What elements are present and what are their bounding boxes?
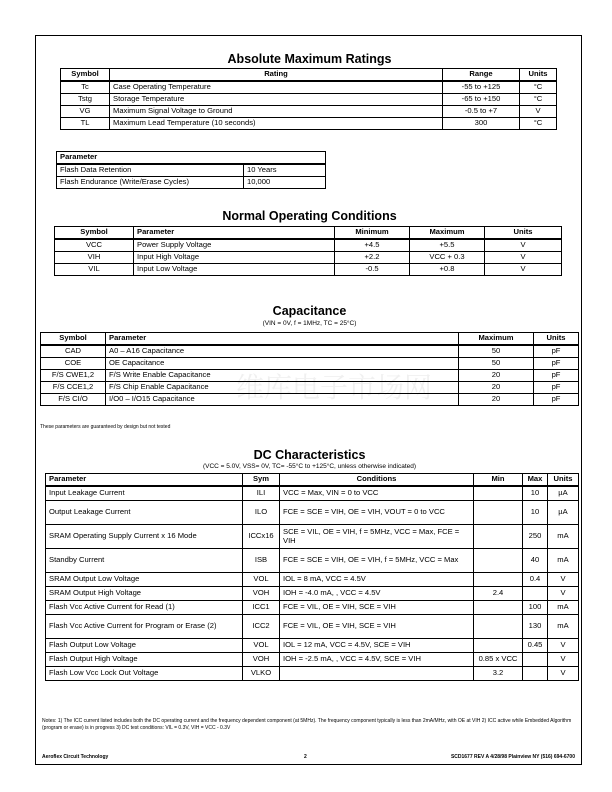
- noc-param: Input High Voltage: [134, 252, 335, 264]
- dc-param: Flash Output High Voltage: [46, 652, 243, 666]
- dc-header: Sym: [243, 474, 280, 487]
- dc-cond: FCE = VIL, OE = VIH, SCE = VIH: [280, 614, 474, 638]
- dc-max: 40: [523, 548, 548, 572]
- cap-subtitle: (VIN = 0V, f = 1MHz, TC = 25°C): [262, 320, 357, 327]
- dc-min: [474, 548, 523, 572]
- amr-table: [60, 68, 557, 130]
- dc-param: Flash Output Low Voltage: [46, 638, 243, 652]
- noc-header: Symbol: [55, 227, 134, 240]
- dc-cond: FCE = VIL, OE = VIH, SCE = VIH: [280, 600, 474, 614]
- dc-max: 100: [523, 600, 548, 614]
- cap-max: 20: [459, 394, 534, 406]
- amr-range: -0.5 to +7: [443, 106, 520, 118]
- amr-symbol: VG: [61, 106, 110, 118]
- dc-header: Max: [523, 474, 548, 487]
- table-row: [46, 600, 579, 614]
- amr-header: Symbol: [61, 69, 110, 82]
- dc-sym: VOL: [243, 572, 280, 586]
- dc-cond: SCE = VIL, OE = VIH, f = 5MHz, VCC = Max, FCE = VIH: [280, 524, 474, 548]
- dc-param: Flash Vcc Active Current for Read (1): [46, 600, 243, 614]
- cap-units: pF: [534, 382, 579, 394]
- table-row: [46, 548, 579, 572]
- dc-param: Standby Current: [46, 548, 243, 572]
- dc-units: µA: [548, 500, 579, 524]
- dc-units: mA: [548, 614, 579, 638]
- dc-param: Output Leakage Current: [46, 500, 243, 524]
- amr-symbol: Tc: [61, 81, 110, 94]
- cap-param: I/O0 – I/O15 Capacitance: [106, 394, 459, 406]
- dc-units: V: [548, 586, 579, 600]
- amr-rating: Storage Temperature: [110, 94, 443, 106]
- dc-subtitle: (VCC = 5.0V, VSS= 0V, TC= -55°C to +125°C, unless otherwise indicated): [202, 463, 417, 470]
- cap-symbol: F/S CCE1,2: [41, 382, 106, 394]
- cap-header: Symbol: [41, 333, 106, 346]
- dc-units: V: [548, 652, 579, 666]
- dc-min: [474, 572, 523, 586]
- table-row: [46, 638, 579, 652]
- dc-sym: ISB: [243, 548, 280, 572]
- table-row: [55, 239, 562, 252]
- flash-param: Flash Data Retention: [57, 164, 244, 177]
- dc-min: 0.85 x VCC: [474, 652, 523, 666]
- table-row: [55, 264, 562, 276]
- dc-cond: IOH = -2.5 mA, , VCC = 4.5V, SCE = VIH: [280, 652, 474, 666]
- table-row: [46, 614, 579, 638]
- noc-units: V: [485, 264, 562, 276]
- dc-cond: VCC = Max, VIN = 0 to VCC: [280, 486, 474, 500]
- dc-max: 130: [523, 614, 548, 638]
- amr-header: Range: [443, 69, 520, 82]
- noc-min: +4.5: [335, 239, 410, 252]
- noc-param: Power Supply Voltage: [134, 239, 335, 252]
- dc-notes: Notes: 1) The ICC current listed includes both the DC operating current and the frequency dependent component (at 5MHz). The frequency component typically is less than 2mA/MHz, with OE at VIH 2) ICC active while Embedded Algorithm (program or erase) is in progress 3) DC test conditions: VIL = 0.3V, VIH = VCC - 0.3V: [42, 718, 572, 731]
- table-row: [46, 666, 579, 680]
- dc-param: Flash Low Vcc Lock Out Voltage: [46, 666, 243, 680]
- dc-cond: FCE = SCE = VIH, OE = VIH, VOUT = 0 to VCC: [280, 500, 474, 524]
- dc-units: V: [548, 638, 579, 652]
- noc-min: -0.5: [335, 264, 410, 276]
- cap-title: Capacitance: [272, 304, 347, 318]
- cap-units: pF: [534, 370, 579, 382]
- dc-cond: IOL = 8 mA, VCC = 4.5V: [280, 572, 474, 586]
- noc-header: Units: [485, 227, 562, 240]
- dc-sym: ILO: [243, 500, 280, 524]
- amr-units: °C: [520, 94, 557, 106]
- amr-rating: Maximum Lead Temperature (10 seconds): [110, 118, 443, 130]
- dc-min: [474, 524, 523, 548]
- noc-symbol: VIH: [55, 252, 134, 264]
- dc-param: Input Leakage Current: [46, 486, 243, 500]
- noc-header: Parameter: [134, 227, 335, 240]
- amr-range: -65 to +150: [443, 94, 520, 106]
- amr-units: °C: [520, 118, 557, 130]
- table-row: [61, 106, 557, 118]
- dc-cond: FCE = SCE = VIH, OE = VIH, f = 5MHz, VCC = Max: [280, 548, 474, 572]
- dc-sym: ICCx16: [243, 524, 280, 548]
- table-row: [55, 252, 562, 264]
- flash-header: Parameter: [57, 152, 326, 165]
- noc-header: Minimum: [335, 227, 410, 240]
- dc-units: µA: [548, 486, 579, 500]
- noc-symbol: VCC: [55, 239, 134, 252]
- dc-header: Parameter: [46, 474, 243, 487]
- amr-title: Absolute Maximum Ratings: [227, 52, 392, 66]
- cap-units: pF: [534, 345, 579, 358]
- dc-title: DC Characteristics: [253, 448, 366, 462]
- cap-header: Parameter: [106, 333, 459, 346]
- noc-min: +2.2: [335, 252, 410, 264]
- amr-header: Units: [520, 69, 557, 82]
- dc-min: [474, 486, 523, 500]
- amr-rating: Maximum Signal Voltage to Ground: [110, 106, 443, 118]
- table-row: [46, 486, 579, 500]
- dc-param: SRAM Output High Voltage: [46, 586, 243, 600]
- dc-max: 0.4: [523, 572, 548, 586]
- dc-units: mA: [548, 548, 579, 572]
- dc-sym: VOH: [243, 586, 280, 600]
- dc-max: 10: [523, 500, 548, 524]
- dc-sym: ICC1: [243, 600, 280, 614]
- dc-min: [474, 638, 523, 652]
- noc-max: +0.8: [410, 264, 485, 276]
- noc-units: V: [485, 239, 562, 252]
- cap-symbol: CAD: [41, 345, 106, 358]
- noc-max: +5.5: [410, 239, 485, 252]
- table-row: [46, 586, 579, 600]
- cap-symbol: F/S CWE1,2: [41, 370, 106, 382]
- cap-symbol: F/S CI/O: [41, 394, 106, 406]
- cap-units: pF: [534, 358, 579, 370]
- dc-max: [523, 666, 548, 680]
- flash-param: Flash Endurance (Write/Erase Cycles): [57, 177, 244, 189]
- dc-min: 3.2: [474, 666, 523, 680]
- dc-max: [523, 586, 548, 600]
- dc-max: [523, 652, 548, 666]
- cap-note: These parameters are guaranteed by design but not tested: [40, 424, 171, 430]
- table-row: [61, 81, 557, 94]
- dc-cond: IOL = 12 mA, VCC = 4.5V, SCE = VIH: [280, 638, 474, 652]
- dc-units: V: [548, 572, 579, 586]
- dc-max: 250: [523, 524, 548, 548]
- dc-header: Min: [474, 474, 523, 487]
- amr-symbol: TL: [61, 118, 110, 130]
- table-row: [61, 94, 557, 106]
- cap-symbol: COE: [41, 358, 106, 370]
- dc-units: mA: [548, 600, 579, 614]
- dc-sym: ICC2: [243, 614, 280, 638]
- dc-param: Flash Vcc Active Current for Program or Erase (2): [46, 614, 243, 638]
- dc-sym: VOH: [243, 652, 280, 666]
- flash-table: [56, 151, 326, 189]
- dc-param: SRAM Output Low Voltage: [46, 572, 243, 586]
- noc-header: Maximum: [410, 227, 485, 240]
- noc-symbol: VIL: [55, 264, 134, 276]
- noc-title: Normal Operating Conditions: [222, 209, 397, 223]
- cap-header: Maximum: [459, 333, 534, 346]
- cap-max: 20: [459, 382, 534, 394]
- footer-docref: SCD1677 REV A 4/28/98 Plainview NY (516) 694-6700: [450, 754, 575, 760]
- dc-sym: VOL: [243, 638, 280, 652]
- amr-header: Rating: [110, 69, 443, 82]
- cap-max: 20: [459, 370, 534, 382]
- dc-table: [45, 473, 579, 681]
- table-row: [46, 524, 579, 548]
- cap-param: OE Capacitance: [106, 358, 459, 370]
- amr-units: V: [520, 106, 557, 118]
- amr-range: 300: [443, 118, 520, 130]
- dc-units: V: [548, 666, 579, 680]
- table-row: [57, 164, 326, 177]
- noc-param: Input Low Voltage: [134, 264, 335, 276]
- cap-param: A0 – A16 Capacitance: [106, 345, 459, 358]
- dc-min: 2.4: [474, 586, 523, 600]
- cap-units: pF: [534, 394, 579, 406]
- cap-param: F/S Chip Enable Capacitance: [106, 382, 459, 394]
- table-row: [46, 572, 579, 586]
- amr-rating: Case Operating Temperature: [110, 81, 443, 94]
- dc-sym: ILI: [243, 486, 280, 500]
- dc-header: Conditions: [280, 474, 474, 487]
- flash-value: 10 Years: [244, 164, 326, 177]
- footer-company: Aeroflex Circuit Technology: [42, 754, 109, 760]
- flash-value: 10,000: [244, 177, 326, 189]
- dc-max: 10: [523, 486, 548, 500]
- datasheet-page: [35, 35, 582, 765]
- watermark: 维库电子市场网: [236, 371, 433, 404]
- dc-units: mA: [548, 524, 579, 548]
- amr-range: -55 to +125: [443, 81, 520, 94]
- dc-max: 0.45: [523, 638, 548, 652]
- dc-cond: [280, 666, 474, 680]
- table-row: [46, 500, 579, 524]
- noc-units: V: [485, 252, 562, 264]
- dc-header: Units: [548, 474, 579, 487]
- table-row: [46, 652, 579, 666]
- cap-header: Units: [534, 333, 579, 346]
- noc-table: [54, 226, 562, 276]
- table-row: [41, 345, 579, 358]
- dc-cond: IOH = -4.0 mA, , VCC = 4.5V: [280, 586, 474, 600]
- cap-param: F/S Write Enable Capacitance: [106, 370, 459, 382]
- table-row: [61, 118, 557, 130]
- table-row: [57, 177, 326, 189]
- dc-min: [474, 500, 523, 524]
- dc-sym: VLKO: [243, 666, 280, 680]
- dc-min: [474, 614, 523, 638]
- noc-max: VCC + 0.3: [410, 252, 485, 264]
- dc-min: [474, 600, 523, 614]
- dc-param: SRAM Operating Supply Current x 16 Mode: [46, 524, 243, 548]
- amr-symbol: Tstg: [61, 94, 110, 106]
- cap-max: 50: [459, 358, 534, 370]
- cap-max: 50: [459, 345, 534, 358]
- amr-units: °C: [520, 81, 557, 94]
- page-number: 2: [304, 754, 307, 760]
